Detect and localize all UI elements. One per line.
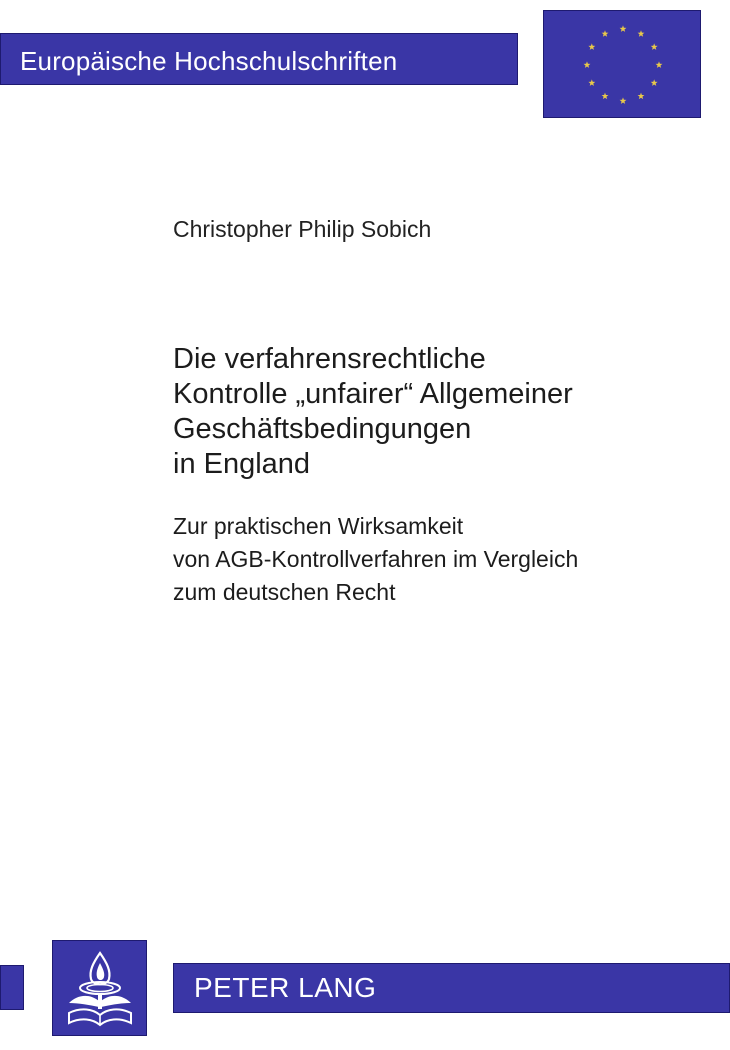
subtitle-line: von AGB-Kontrollverfahren im Vergleich — [173, 546, 579, 572]
publisher-name: PETER LANG — [194, 972, 377, 1003]
star-icon — [620, 25, 627, 32]
author-name: Christopher Philip Sobich — [173, 216, 432, 242]
star-icon — [638, 30, 645, 37]
eu-flag-stars-icon — [543, 10, 701, 118]
star-icon — [588, 79, 595, 86]
book-subtitle — [173, 510, 578, 609]
star-icon — [584, 61, 591, 68]
title-line: Geschäftsbedingungen — [173, 413, 472, 445]
star-icon — [651, 43, 658, 50]
title-line: in England — [173, 448, 311, 480]
star-icon — [656, 61, 663, 68]
peter-lang-logo-icon — [52, 940, 147, 1036]
star-icon — [638, 93, 645, 100]
star-icon — [651, 79, 658, 86]
series-title: Europäische Hochschulschriften — [20, 46, 398, 76]
title-line: Die verfahrensrechtliche — [173, 343, 486, 375]
title-line: Kontrolle „unfairer“ Allgemeiner — [173, 378, 573, 410]
star-icon — [588, 43, 595, 50]
star-icon — [602, 93, 609, 100]
subtitle-line: Zur praktischen Wirksamkeit — [173, 513, 464, 539]
subtitle-line: zum deutschen Recht — [173, 579, 396, 605]
star-icon — [602, 30, 609, 37]
star-icon — [620, 97, 627, 104]
left-tab — [0, 965, 24, 1010]
book-title — [173, 342, 573, 482]
